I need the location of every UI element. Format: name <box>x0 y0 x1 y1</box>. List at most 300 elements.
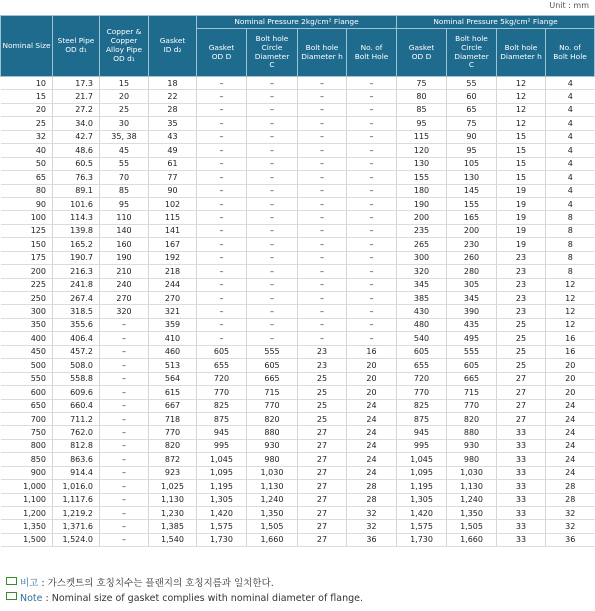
table-cell: – <box>247 305 298 318</box>
table-cell: 359 <box>149 318 197 331</box>
table-row <box>1 90 595 103</box>
table-cell: 28 <box>347 480 397 493</box>
table-row <box>1 103 595 116</box>
table-cell: 615 <box>149 386 197 399</box>
table-cell: 430 <box>397 305 447 318</box>
table-cell: – <box>247 224 298 237</box>
table-cell: 995 <box>197 439 247 452</box>
korean-note-text: : 가스켓트의 호칭치수는 플랜지의 호칭지름과 일치한다. <box>38 578 274 589</box>
table-cell: – <box>247 238 298 251</box>
table-cell: 12 <box>546 318 595 331</box>
table-cell: 665 <box>247 372 298 385</box>
table-cell: – <box>298 292 347 305</box>
table-cell: 406.4 <box>53 332 100 345</box>
table-cell: 1,524.0 <box>53 533 100 546</box>
table-cell: – <box>197 238 247 251</box>
table-body <box>1 77 595 547</box>
table-cell: 540 <box>397 332 447 345</box>
table-cell: 300 <box>1 305 53 318</box>
table-cell: 880 <box>247 426 298 439</box>
table-cell: 385 <box>397 292 447 305</box>
table-cell: 1,505 <box>247 520 298 533</box>
table-cell: 665 <box>447 372 497 385</box>
table-cell: 558.8 <box>53 372 100 385</box>
table-cell: 930 <box>447 439 497 452</box>
table-cell: 210 <box>100 265 149 278</box>
table-cell: 27 <box>298 439 347 452</box>
table-cell: 945 <box>397 426 447 439</box>
table-row <box>1 372 595 385</box>
table-row <box>1 386 595 399</box>
table-cell: 105 <box>447 157 497 170</box>
table-row <box>1 238 595 251</box>
table-cell: 180 <box>397 184 447 197</box>
table-cell: 1,045 <box>397 453 447 466</box>
table-cell: 43 <box>149 130 197 143</box>
table-cell: – <box>247 130 298 143</box>
korean-note <box>6 575 274 589</box>
table-cell: 24 <box>347 399 397 412</box>
table-cell: 33 <box>497 426 546 439</box>
table-cell: 1,117.6 <box>53 493 100 506</box>
table-cell: 863.6 <box>53 453 100 466</box>
table-row <box>1 359 595 372</box>
table-cell: 770 <box>247 399 298 412</box>
table-cell: 25 <box>298 372 347 385</box>
table-cell: 770 <box>197 386 247 399</box>
table-cell: 980 <box>247 453 298 466</box>
table-cell: – <box>197 292 247 305</box>
table-cell: 35 <box>149 117 197 130</box>
table-cell: 155 <box>447 197 497 210</box>
table-cell: – <box>298 305 347 318</box>
table-cell: – <box>100 507 149 520</box>
table-cell: 1,350 <box>1 520 53 533</box>
table-cell: 25 <box>100 103 149 116</box>
table-row <box>1 533 595 546</box>
table-cell: – <box>247 197 298 210</box>
table-cell: 27 <box>298 453 347 466</box>
table-cell: 25 <box>298 412 347 425</box>
table-cell: – <box>100 439 149 452</box>
table-cell: 667 <box>149 399 197 412</box>
table-cell: 95 <box>397 117 447 130</box>
table-cell: 34.0 <box>53 117 100 130</box>
table-cell: 812.8 <box>53 439 100 452</box>
table-cell: 1,130 <box>247 480 298 493</box>
table-cell: 1,660 <box>247 533 298 546</box>
table-cell: 23 <box>298 345 347 358</box>
table-cell: 8 <box>546 211 595 224</box>
table-cell: 120 <box>397 144 447 157</box>
table-cell: 250 <box>1 292 53 305</box>
table-cell: 24 <box>347 466 397 479</box>
table-cell: 720 <box>397 372 447 385</box>
table-cell: 1,500 <box>1 533 53 546</box>
table-cell: 75 <box>447 117 497 130</box>
table-cell: 1,240 <box>247 493 298 506</box>
table-cell: 24 <box>546 466 595 479</box>
note-bullet-icon <box>6 577 17 585</box>
table-cell: 36 <box>546 533 595 546</box>
table-cell: 76.3 <box>53 171 100 184</box>
table-cell: – <box>197 197 247 210</box>
table-cell: – <box>247 77 298 90</box>
table-cell: 240 <box>100 278 149 291</box>
table-row <box>1 144 595 157</box>
table-cell: 15 <box>497 171 546 184</box>
table-cell: – <box>247 103 298 116</box>
table-cell: 27 <box>497 372 546 385</box>
table-cell: – <box>298 251 347 264</box>
table-cell: 33 <box>497 520 546 533</box>
table-cell: – <box>247 117 298 130</box>
table-cell: 115 <box>397 130 447 143</box>
table-cell: 175 <box>1 251 53 264</box>
table-cell: 1,219.2 <box>53 507 100 520</box>
table-cell: 1,575 <box>397 520 447 533</box>
table-cell: 61 <box>149 157 197 170</box>
table-cell: 200 <box>447 224 497 237</box>
table-cell: 27 <box>497 399 546 412</box>
header-5k-no-bolt: No. of Bolt Hole <box>546 29 595 77</box>
table-cell: – <box>298 332 347 345</box>
table-cell: 980 <box>447 453 497 466</box>
table-cell: – <box>298 77 347 90</box>
table-cell: 190.7 <box>53 251 100 264</box>
table-cell: 12 <box>497 77 546 90</box>
table-cell: 90 <box>149 184 197 197</box>
table-cell: 16 <box>546 345 595 358</box>
header-5k-gasket-od: Gasket OD D <box>397 29 447 77</box>
table-cell: 600 <box>1 386 53 399</box>
table-cell: 270 <box>100 292 149 305</box>
table-cell: – <box>347 224 397 237</box>
table-cell: 605 <box>197 345 247 358</box>
table-cell: – <box>197 278 247 291</box>
table-cell: 20 <box>100 90 149 103</box>
table-cell: – <box>100 426 149 439</box>
table-cell: 15 <box>100 77 149 90</box>
table-cell: 65 <box>447 103 497 116</box>
table-cell: 24 <box>546 453 595 466</box>
table-cell: 32 <box>347 507 397 520</box>
table-cell: 23 <box>497 292 546 305</box>
table-cell: 320 <box>397 265 447 278</box>
table-cell: 80 <box>1 184 53 197</box>
header-steel-pipe: Steel Pipe OD d₁ <box>53 16 100 77</box>
table-cell: – <box>247 278 298 291</box>
table-cell: 24 <box>347 412 397 425</box>
table-cell: 500 <box>1 359 53 372</box>
table-cell: 872 <box>149 453 197 466</box>
table-cell: 715 <box>447 386 497 399</box>
table-cell: 1,505 <box>447 520 497 533</box>
table-cell: 880 <box>447 426 497 439</box>
table-cell: – <box>197 305 247 318</box>
table-cell: 4 <box>546 171 595 184</box>
table-cell: 27 <box>298 466 347 479</box>
table-cell: 1,575 <box>197 520 247 533</box>
table-cell: 114.3 <box>53 211 100 224</box>
gasket-dimension-table <box>0 15 595 547</box>
table-cell: – <box>298 238 347 251</box>
table-cell: 27 <box>298 507 347 520</box>
header-group-2k: Nominal Pressure 2kg/cm² Flange <box>197 16 397 29</box>
table-cell: 750 <box>1 426 53 439</box>
table-cell: – <box>100 399 149 412</box>
table-cell: – <box>197 251 247 264</box>
table-cell: 24 <box>546 439 595 452</box>
table-cell: – <box>298 171 347 184</box>
table-cell: 85 <box>100 184 149 197</box>
table-cell: 12 <box>546 292 595 305</box>
table-cell: 60 <box>447 90 497 103</box>
table-cell: 4 <box>546 184 595 197</box>
table-cell: 8 <box>546 251 595 264</box>
table-cell: – <box>298 130 347 143</box>
table-cell: 27 <box>298 426 347 439</box>
table-cell: 8 <box>546 224 595 237</box>
table-cell: – <box>197 117 247 130</box>
table-row <box>1 520 595 533</box>
table-cell: 95 <box>100 197 149 210</box>
table-cell: – <box>247 171 298 184</box>
table-cell: 20 <box>546 359 595 372</box>
table-cell: 33 <box>497 439 546 452</box>
table-cell: 564 <box>149 372 197 385</box>
table-cell: – <box>298 144 347 157</box>
table-cell: 260 <box>447 251 497 264</box>
table-cell: 33 <box>497 507 546 520</box>
table-cell: 25 <box>298 399 347 412</box>
table-cell: 21.7 <box>53 90 100 103</box>
table-cell: – <box>100 359 149 372</box>
table-cell: – <box>347 130 397 143</box>
table-cell: – <box>100 520 149 533</box>
table-cell: 605 <box>247 359 298 372</box>
table-cell: 270 <box>149 292 197 305</box>
table-cell: 508.0 <box>53 359 100 372</box>
table-cell: 355.6 <box>53 318 100 331</box>
table-cell: 1,240 <box>447 493 497 506</box>
table-row <box>1 453 595 466</box>
table-cell: 90 <box>1 197 53 210</box>
table-cell: 923 <box>149 466 197 479</box>
table-cell: 605 <box>447 359 497 372</box>
table-cell: 145 <box>447 184 497 197</box>
table-cell: 1,016.0 <box>53 480 100 493</box>
table-cell: 24 <box>546 426 595 439</box>
table-cell: 300 <box>397 251 447 264</box>
table-cell: 33 <box>497 493 546 506</box>
table-cell: 495 <box>447 332 497 345</box>
table-cell: 345 <box>447 292 497 305</box>
table-cell: 160 <box>100 238 149 251</box>
table-cell: 27 <box>298 493 347 506</box>
table-cell: 875 <box>197 412 247 425</box>
header-group-5k: Nominal Pressure 5kg/cm² Flange <box>397 16 595 29</box>
table-cell: 875 <box>397 412 447 425</box>
table-cell: 45 <box>100 144 149 157</box>
header-nominal-size: Nominal Size <box>1 16 53 77</box>
table-cell: 19 <box>497 211 546 224</box>
table-cell: 165 <box>447 211 497 224</box>
table-cell: 55 <box>447 77 497 90</box>
table-cell: 850 <box>1 453 53 466</box>
table-cell: 715 <box>247 386 298 399</box>
table-cell: – <box>100 372 149 385</box>
table-row <box>1 211 595 224</box>
table-cell: 190 <box>397 197 447 210</box>
table-cell: 15 <box>497 157 546 170</box>
table-cell: 555 <box>447 345 497 358</box>
table-cell: 15 <box>497 144 546 157</box>
table-cell: 995 <box>397 439 447 452</box>
table-cell: 460 <box>149 345 197 358</box>
table-cell: 25 <box>497 318 546 331</box>
table-cell: 711.2 <box>53 412 100 425</box>
table-row <box>1 318 595 331</box>
table-cell: 1,000 <box>1 480 53 493</box>
table-cell: 218 <box>149 265 197 278</box>
table-row <box>1 117 595 130</box>
table-cell: 770 <box>397 386 447 399</box>
table-cell: 33 <box>497 533 546 546</box>
table-row <box>1 426 595 439</box>
table-cell: 190 <box>100 251 149 264</box>
table-cell: 770 <box>149 426 197 439</box>
table-cell: – <box>247 251 298 264</box>
table-cell: – <box>298 184 347 197</box>
table-cell: 1,420 <box>397 507 447 520</box>
table-row <box>1 399 595 412</box>
table-cell: 42.7 <box>53 130 100 143</box>
table-cell: 1,045 <box>197 453 247 466</box>
table-cell: 139.8 <box>53 224 100 237</box>
table-cell: 12 <box>497 117 546 130</box>
table-cell: – <box>100 332 149 345</box>
table-cell: 650 <box>1 399 53 412</box>
table-cell: 49 <box>149 144 197 157</box>
table-cell: 65 <box>1 171 53 184</box>
table-row <box>1 157 595 170</box>
table-cell: 4 <box>546 144 595 157</box>
table-row <box>1 480 595 493</box>
table-cell: 1,730 <box>197 533 247 546</box>
table-cell: 244 <box>149 278 197 291</box>
table-cell: – <box>347 77 397 90</box>
table-cell: – <box>298 278 347 291</box>
table-cell: 125 <box>1 224 53 237</box>
table-row <box>1 224 595 237</box>
table-cell: 25 <box>497 332 546 345</box>
table-cell: 24 <box>546 412 595 425</box>
table-cell: 655 <box>197 359 247 372</box>
table-cell: 32 <box>546 520 595 533</box>
table-cell: 1,095 <box>397 466 447 479</box>
table-cell: 1,305 <box>397 493 447 506</box>
table-cell: – <box>197 157 247 170</box>
table-cell: 1,230 <box>149 507 197 520</box>
table-cell: – <box>347 332 397 345</box>
table-cell: 1,385 <box>149 520 197 533</box>
table-cell: – <box>347 318 397 331</box>
table-cell: 23 <box>497 265 546 278</box>
table-cell: – <box>347 90 397 103</box>
table-cell: 90 <box>447 130 497 143</box>
table-cell: 1,200 <box>1 507 53 520</box>
table-cell: – <box>347 211 397 224</box>
table-cell: 40 <box>1 144 53 157</box>
table-cell: 19 <box>497 184 546 197</box>
table-cell: 350 <box>1 318 53 331</box>
table-cell: 1,025 <box>149 480 197 493</box>
table-row <box>1 197 595 210</box>
table-cell: – <box>347 251 397 264</box>
table-cell: 60.5 <box>53 157 100 170</box>
table-cell: – <box>247 211 298 224</box>
table-row <box>1 493 595 506</box>
table-cell: 318.5 <box>53 305 100 318</box>
table-cell: 28 <box>149 103 197 116</box>
table-cell: 1,350 <box>447 507 497 520</box>
header-5k-bolt-hole: Bolt hole Diameter h <box>497 29 546 77</box>
table-cell: 95 <box>447 144 497 157</box>
table-cell: 20 <box>347 359 397 372</box>
table-cell: – <box>197 211 247 224</box>
table-cell: 85 <box>397 103 447 116</box>
table-cell: 480 <box>397 318 447 331</box>
table-row <box>1 251 595 264</box>
table-cell: 23 <box>497 251 546 264</box>
table-cell: 101.6 <box>53 197 100 210</box>
table-cell: 140 <box>100 224 149 237</box>
table-cell: – <box>197 90 247 103</box>
table-row <box>1 466 595 479</box>
table-cell: – <box>298 197 347 210</box>
table-cell: – <box>347 184 397 197</box>
table-cell: 27 <box>497 386 546 399</box>
table-cell: 1,350 <box>247 507 298 520</box>
table-cell: 1,371.6 <box>53 520 100 533</box>
table-cell: 280 <box>447 265 497 278</box>
table-cell: 24 <box>546 399 595 412</box>
table-cell: 16 <box>347 345 397 358</box>
table-cell: 28 <box>546 480 595 493</box>
table-cell: – <box>247 90 298 103</box>
table-cell: 820 <box>447 412 497 425</box>
table-cell: 23 <box>497 278 546 291</box>
table-cell: 89.1 <box>53 184 100 197</box>
table-cell: 150 <box>1 238 53 251</box>
table-cell: 23 <box>298 359 347 372</box>
table-cell: – <box>298 318 347 331</box>
table-cell: 1,730 <box>397 533 447 546</box>
table-cell: – <box>298 265 347 278</box>
table-cell: 1,030 <box>447 466 497 479</box>
table-cell: 8 <box>546 265 595 278</box>
table-row <box>1 265 595 278</box>
table-cell: 100 <box>1 211 53 224</box>
table-cell: 20 <box>347 386 397 399</box>
table-cell: 115 <box>149 211 197 224</box>
table-row <box>1 171 595 184</box>
table-cell: – <box>100 412 149 425</box>
table-cell: 762.0 <box>53 426 100 439</box>
table-cell: 20 <box>546 386 595 399</box>
table-cell: 914.4 <box>53 466 100 479</box>
